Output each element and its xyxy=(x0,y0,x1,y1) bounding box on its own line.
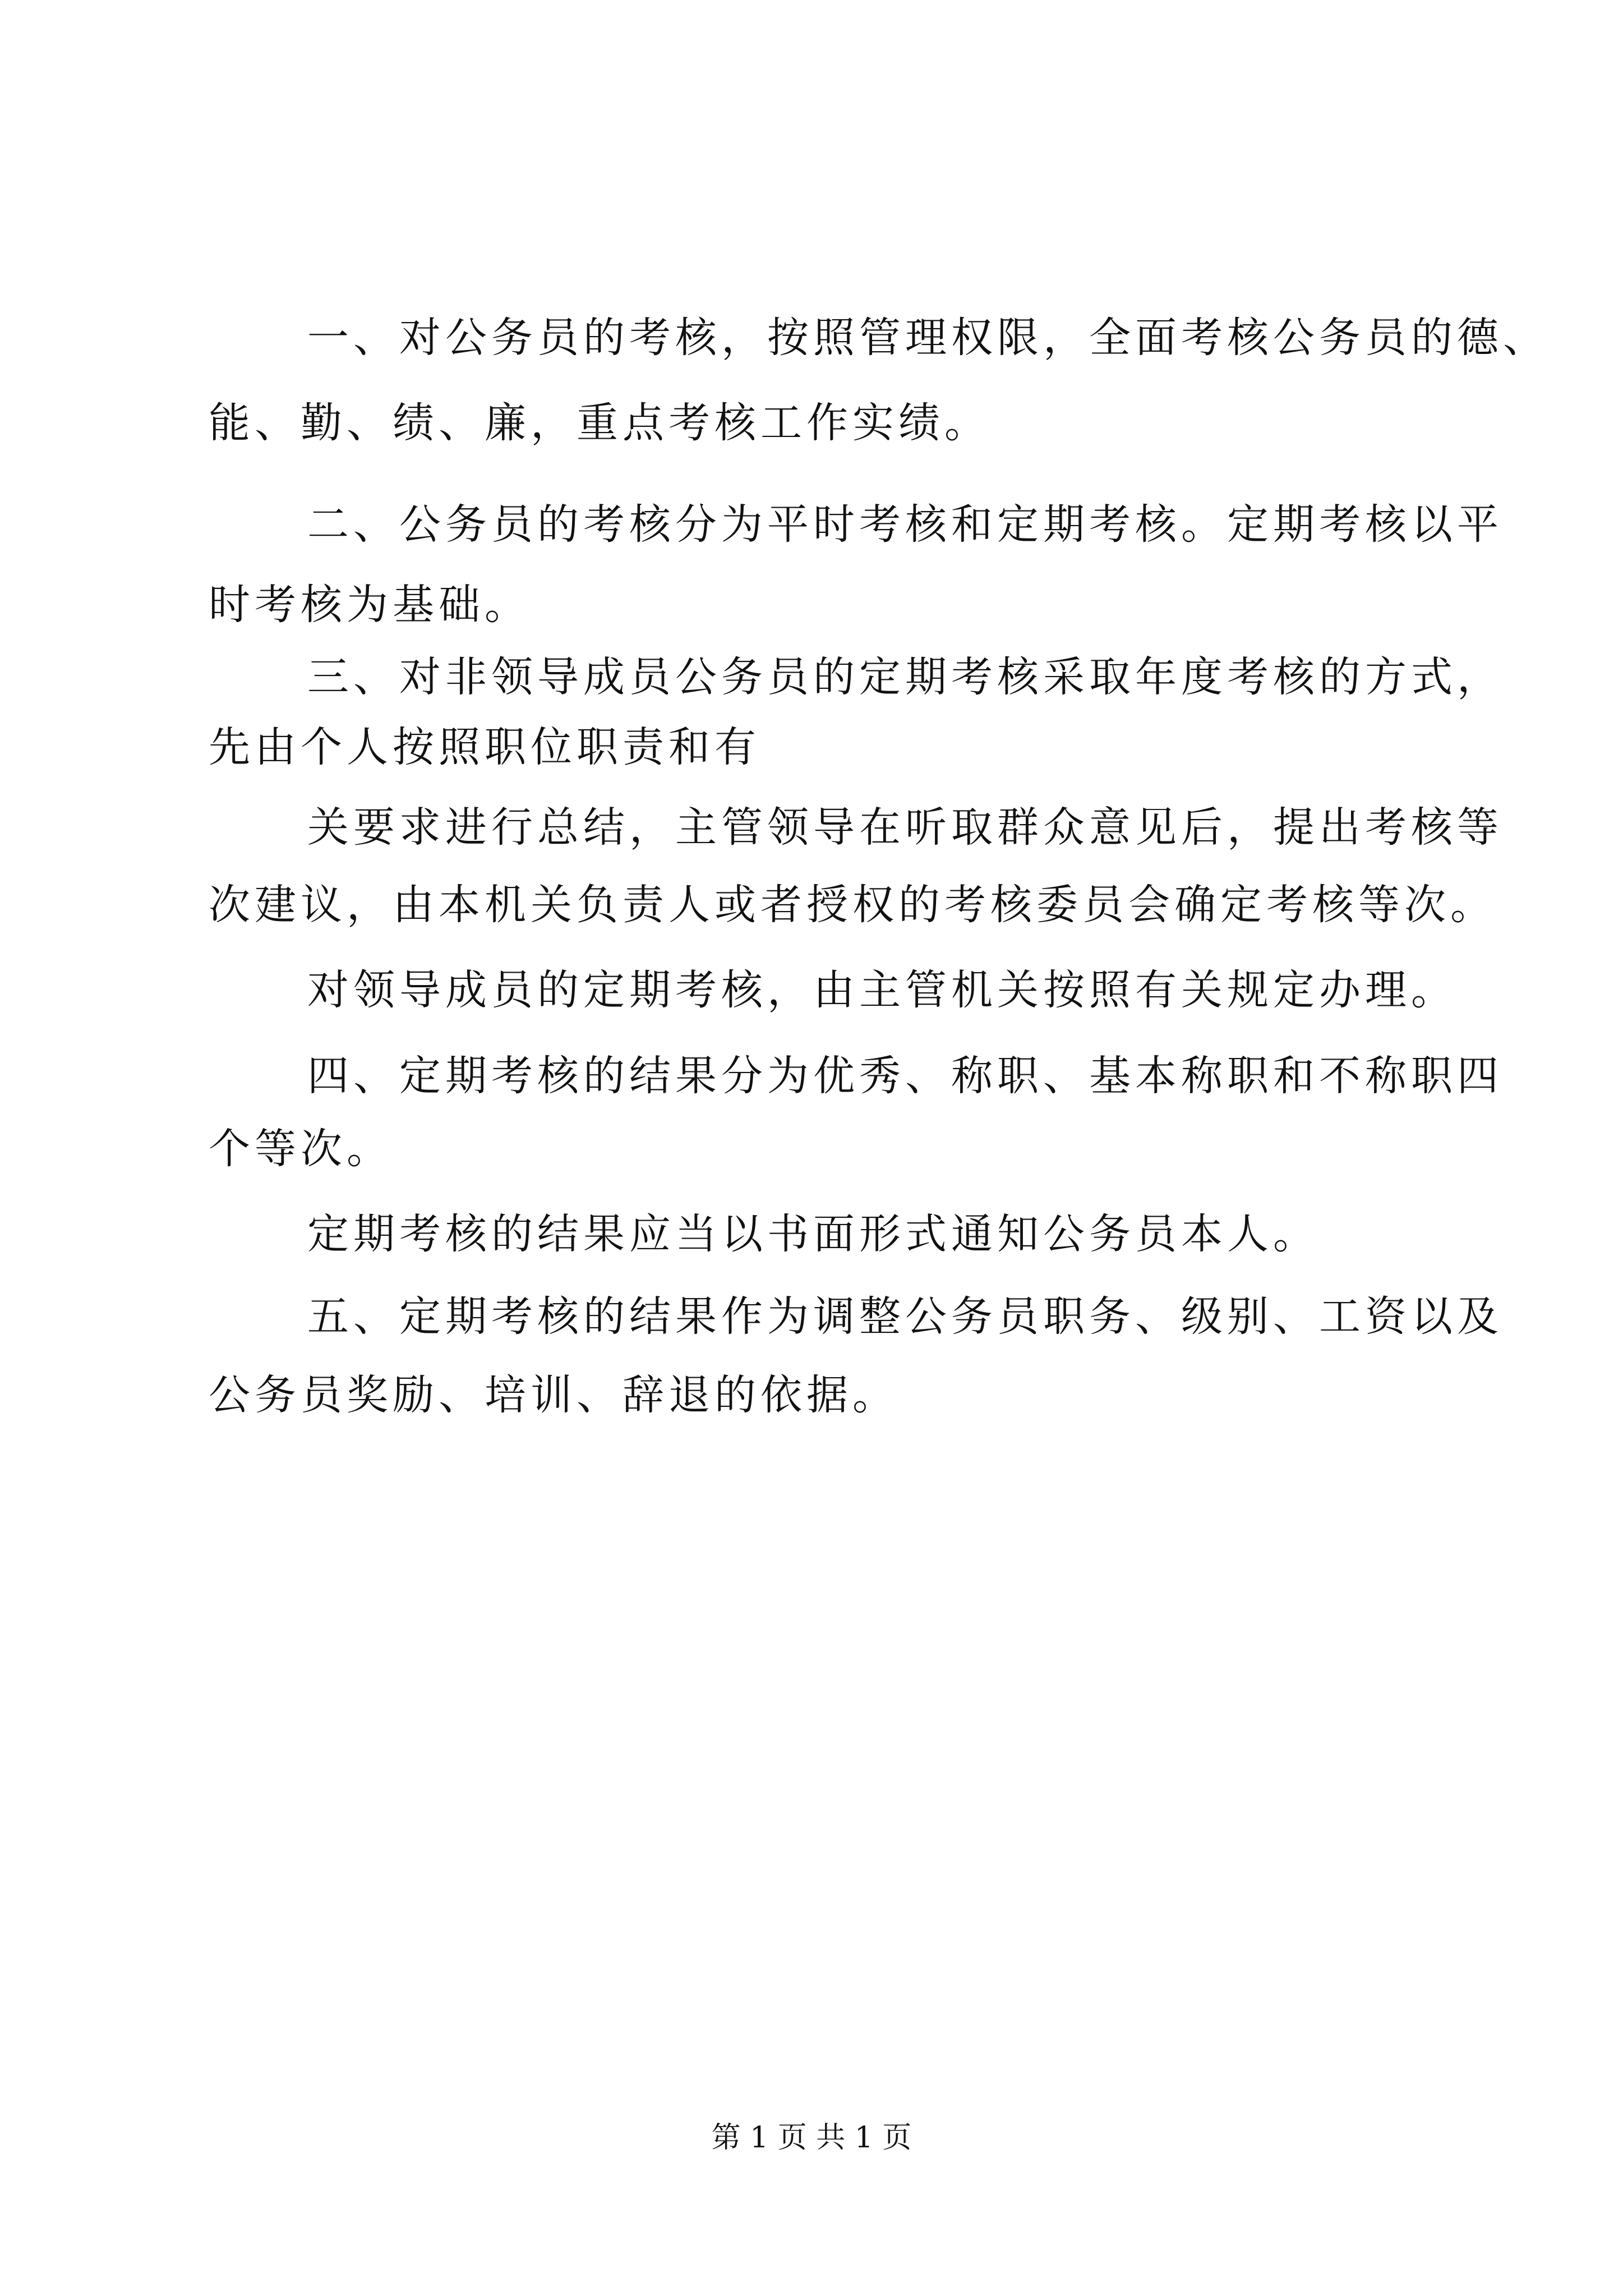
paragraph-4-line-2: 次建议，由本机关负责人或者授权的考核委员会确定考核等次。 xyxy=(209,881,1496,929)
paragraph-8-line-2: 公务员奖励、培训、辞退的依据。 xyxy=(209,1371,898,1419)
paragraph-2-line-1: 二、公务员的考核分为平时考核和定期考核。定期考核以平 xyxy=(307,500,1503,549)
paragraph-3-line-2: 先由个人按照职位职责和有 xyxy=(209,723,760,771)
paragraph-8-line-1: 五、定期考核的结果作为调整公务员职务、级别、工资以及 xyxy=(307,1292,1503,1341)
paragraph-6-line-1: 四、定期考核的结果分为优秀、称职、基本称职和不称职四 xyxy=(307,1052,1503,1100)
paragraph-6-line-2: 个等次。 xyxy=(209,1125,393,1173)
paragraph-1-line-2: 能、勤、绩、廉，重点考核工作实绩。 xyxy=(209,399,990,447)
paragraph-5-line-1: 对领导成员的定期考核，由主管机关按照有关规定办理。 xyxy=(307,966,1457,1014)
paragraph-1-line-1: 一、对公务员的考核，按照管理权限，全面考核公务员的德、 xyxy=(307,314,1549,362)
paragraph-3-line-1: 三、对非领导成员公务员的定期考核采取年度考核的方式， xyxy=(307,653,1503,701)
page-number-footer: 第 1 页 共 1 页 xyxy=(711,2121,912,2155)
paragraph-7-line-1: 定期考核的结果应当以书面形式通知公务员本人。 xyxy=(307,1210,1319,1258)
paragraph-4-line-1: 关要求进行总结，主管领导在听取群众意见后，提出考核等 xyxy=(307,803,1503,852)
paragraph-2-line-2: 时考核为基础。 xyxy=(209,581,531,629)
